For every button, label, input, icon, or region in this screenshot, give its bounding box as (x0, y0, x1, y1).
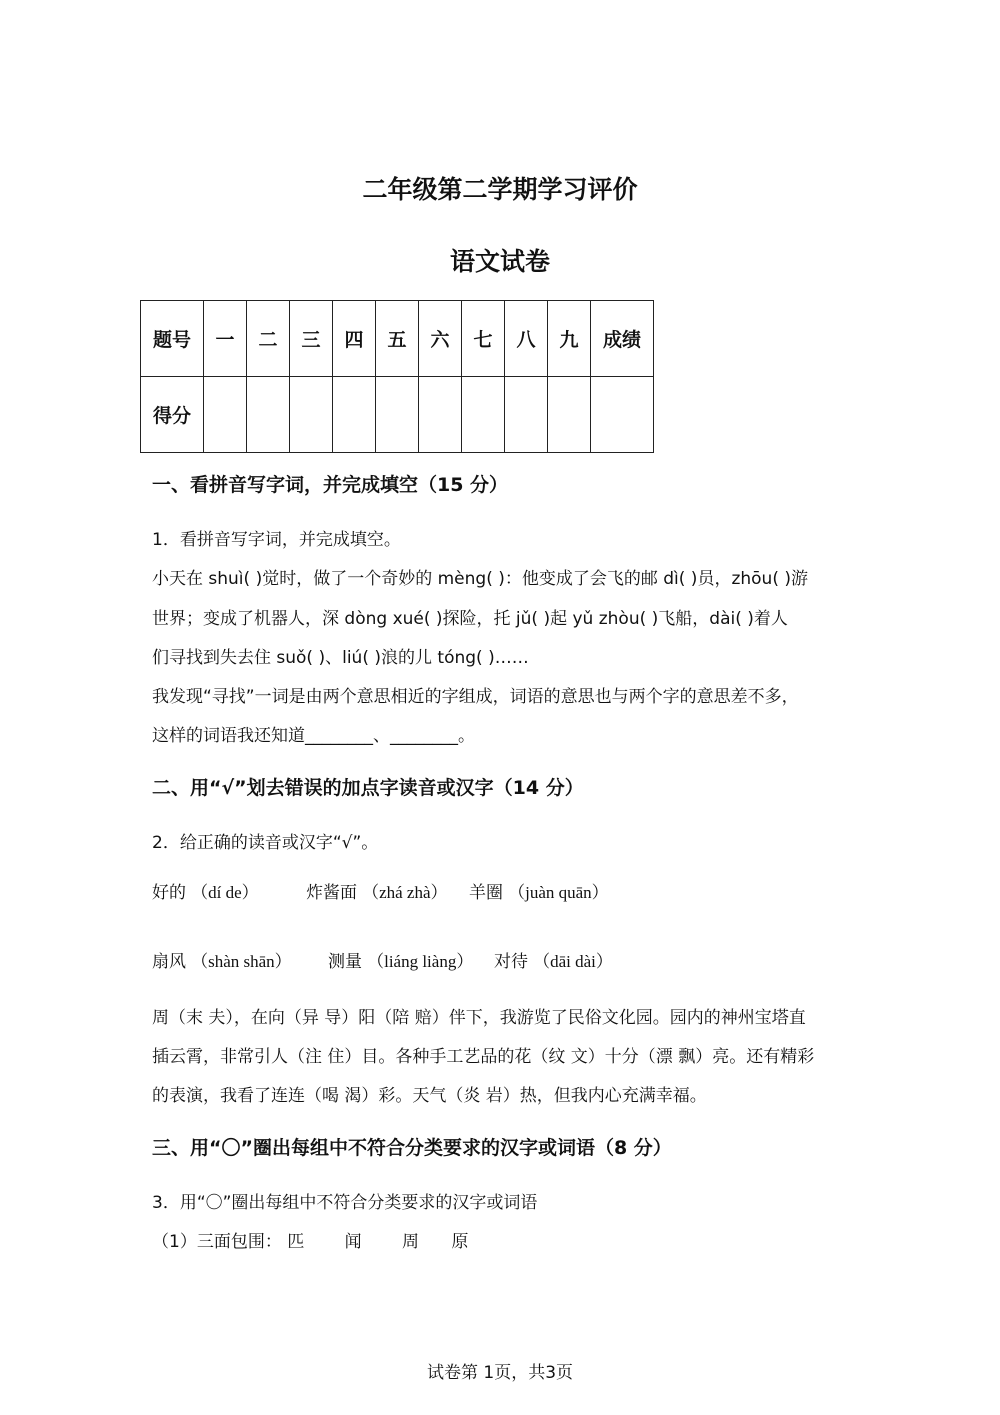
score-table-col-1: 一 (204, 301, 247, 377)
question1-title: 1．看拼音写字词，并完成填空。 (152, 530, 401, 550)
choice-pinyin: （dāi dài） (533, 952, 613, 971)
section1-line2: 世界；变成了机器人，深 dòng xué( )探险，托 jǔ( )起 yǔ zhòu( )飞船，dài( )着人 (152, 609, 788, 629)
score-table-col-3: 三 (290, 301, 333, 377)
score-table-col-7: 七 (462, 301, 505, 377)
score-table-label-tihao: 题号 (141, 301, 204, 377)
section1-line3: 们寻找到失去住 suǒ( )、liú( )浪的儿 tóng( )…… (152, 648, 529, 668)
choice-item (152, 878, 259, 903)
choice-item (328, 947, 473, 972)
section2-para-line3: 的表演，我看了连连（喝 渴）彩。天气（炎 岩）热，但我内心充满幸福。 (152, 1086, 707, 1106)
score-cell (376, 377, 419, 453)
choice-pinyin: （dí de） (191, 883, 259, 902)
score-cell (204, 377, 247, 453)
score-table-score-row (141, 377, 654, 453)
score-cell (505, 377, 548, 453)
score-cell (548, 377, 591, 453)
score-table-total-label: 成绩 (591, 301, 654, 377)
choice-word: 好的 (152, 883, 186, 903)
question3-title: 3．用“〇”圈出每组中不符合分类要求的汉字或词语 (152, 1193, 538, 1213)
question2-title: 2．给正确的读音或汉字“√”。 (152, 833, 379, 853)
score-cell-total (591, 377, 654, 453)
score-table (140, 300, 654, 453)
choice-pinyin: （juàn quān） (508, 883, 609, 902)
score-table-col-9: 九 (548, 301, 591, 377)
classification-item-1 (152, 1227, 468, 1252)
choice-item (306, 878, 448, 903)
choice-pinyin: （liáng liàng） (367, 952, 474, 971)
classification-char: 周 (402, 1232, 420, 1252)
score-table-col-4: 四 (333, 301, 376, 377)
page-title: 二年级第二学期学习评价 (362, 175, 638, 204)
section1-line5: 这样的词语我还知道________、________。 (152, 726, 475, 746)
score-cell (419, 377, 462, 453)
score-table-header-row (141, 301, 654, 377)
section3-heading: 三、用“〇”圈出每组中不符合分类要求的汉字或词语（8 分） (152, 1137, 672, 1159)
classification-char: 原 (451, 1232, 469, 1252)
score-table-col-8: 八 (505, 301, 548, 377)
classification-label: （1）三面包围： (152, 1232, 282, 1252)
choice-word: 炸酱面 (306, 883, 357, 903)
choice-word: 对待 (494, 952, 528, 972)
score-cell (333, 377, 376, 453)
score-table-col-2: 二 (247, 301, 290, 377)
choice-item (152, 947, 292, 972)
page-footer: 试卷第 1页，共3页 (426, 1363, 574, 1383)
score-cell (290, 377, 333, 453)
score-cell (247, 377, 290, 453)
score-table-label-defen: 得分 (141, 377, 204, 453)
section1-heading: 一、看拼音写字词，并完成填空（15 分） (152, 474, 509, 496)
choice-word: 扇风 (152, 952, 186, 972)
score-table-col-6: 六 (419, 301, 462, 377)
section2-para-line1: 周（末 夫），在向（异 导）阳（陪 赔）伴下，我游览了民俗文化园。园内的神州宝塔直 (152, 1008, 806, 1028)
choice-pinyin: （shàn shān） (191, 952, 292, 971)
choice-item (469, 878, 609, 903)
section1-line4: 我发现“寻找”一词是由两个意思相近的字组成，词语的意思也与两个字的意思差不多， (152, 687, 799, 707)
section1-line1: 小天在 shuì( )觉时，做了一个奇妙的 mèng( )：他变成了会飞的邮 dì( )员，zhōu( )游 (152, 569, 808, 589)
choice-item (494, 947, 613, 972)
section2-heading: 二、用“√”划去错误的加点字读音或汉字（14 分） (152, 777, 584, 799)
choice-word: 羊圈 (469, 883, 503, 903)
choice-pinyin: （zhá zhà） (362, 883, 448, 902)
choice-word: 测量 (328, 952, 362, 972)
classification-char: 匹 (287, 1232, 305, 1252)
score-cell (462, 377, 505, 453)
score-table-col-5: 五 (376, 301, 419, 377)
page-subtitle: 语文试卷 (449, 247, 550, 276)
classification-char: 闻 (344, 1232, 362, 1252)
section2-para-line2: 插云霄，非常引人（注 住）目。各种手工艺品的花（纹 文）十分（漂 飘）亮。还有精彩 (152, 1047, 815, 1067)
